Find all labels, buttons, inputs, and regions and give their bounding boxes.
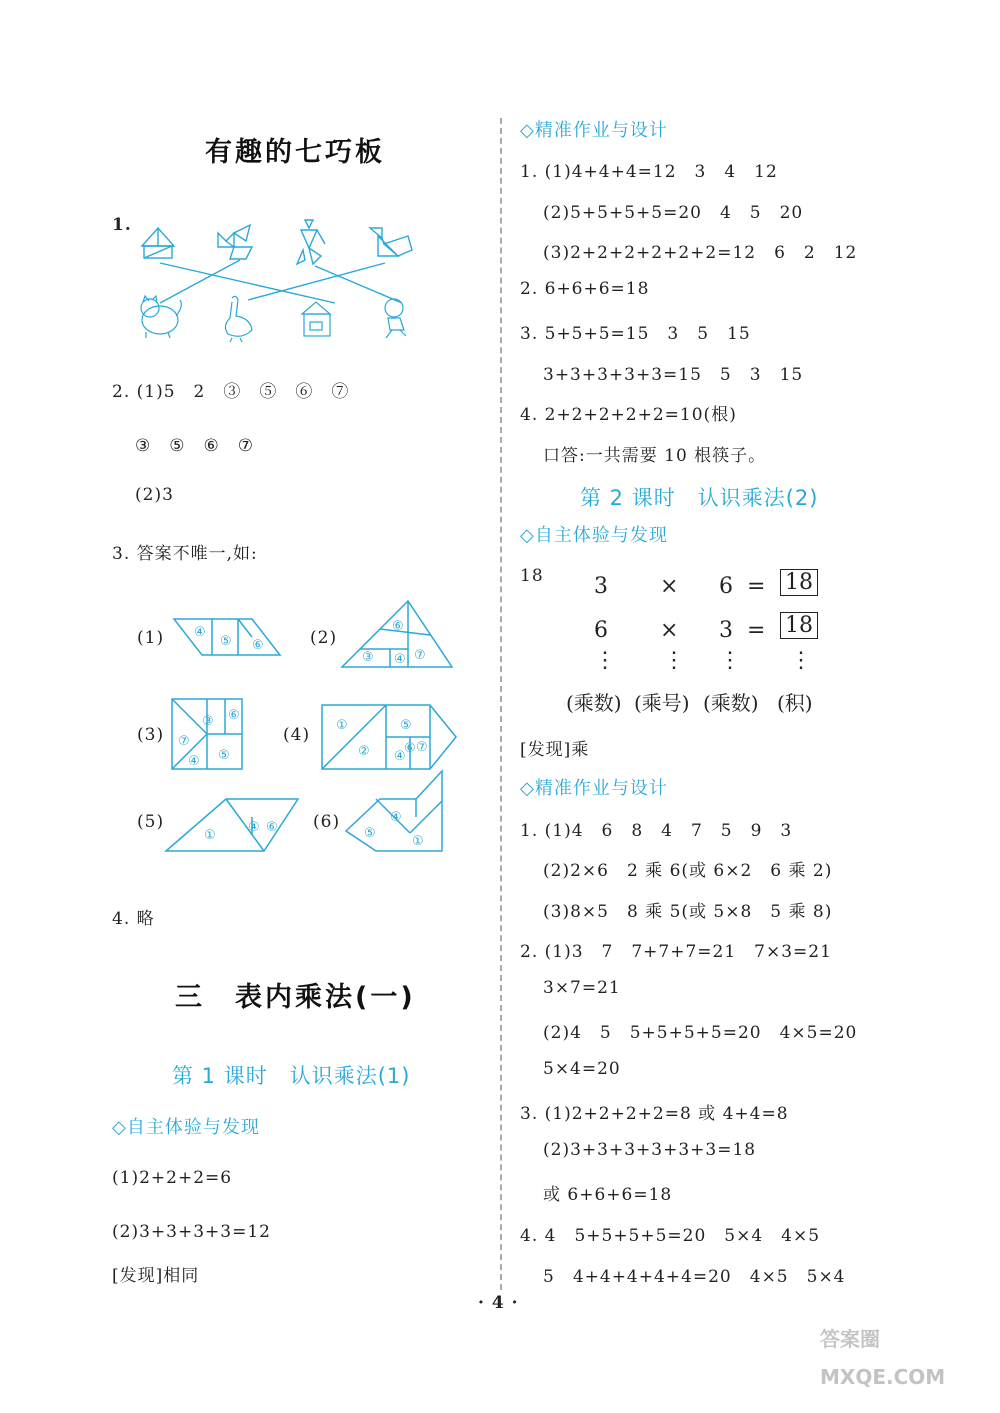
svg-text:⑦: ⑦ (416, 740, 428, 755)
svg-text:⑥: ⑥ (228, 708, 240, 723)
hw1-line: 2. 6+6+6=18 (520, 279, 650, 299)
svg-text:④: ④ (390, 810, 402, 825)
mul-equals: = (747, 618, 766, 643)
mul-sign: × (660, 574, 679, 599)
hw2-line: 4. 4 5+5+5+5=20 5×4 4×5 (520, 1226, 821, 1246)
section-homework-2: ◇精准作业与设计 (520, 778, 668, 799)
lesson-1-title: 第 1 课时 认识乘法(1) (172, 1064, 411, 1088)
boy-picture (385, 299, 406, 338)
watermark-logo: 答案圈 MXQE.COM (820, 1327, 946, 1389)
hw2-line: 2. (1)3 7 7+7+7=21 7×3=21 (520, 942, 832, 962)
svg-text:①: ① (412, 834, 424, 849)
q2-line1: 2. (1)5 2 ③ ⑤ ⑥ ⑦ (112, 382, 350, 402)
tangram-figures (160, 595, 470, 865)
mul-label-sign: (乘号) (634, 691, 690, 715)
hw2-line: 3. (1)2+2+2+2=8 或 4+4=8 (520, 1104, 789, 1124)
hw2-line: 5 4+4+4+4+4=20 4×5 5×4 (543, 1267, 846, 1287)
hw1-line: 3+3+3+3+3=15 5 3 15 (543, 365, 804, 385)
hw2-line: 1. (1)4 6 8 4 7 5 9 3 (520, 821, 793, 841)
q2-line3: (2)3 (135, 485, 174, 505)
explore-1-line2: (2)3+3+3+3=12 (112, 1222, 271, 1242)
svg-text:③: ③ (202, 714, 214, 729)
mul-label-factor: (乘数) (566, 691, 622, 715)
hw2-line: 或 6+6+6=18 (543, 1185, 673, 1205)
house-picture (302, 302, 330, 336)
tangram-figure-5 (166, 799, 298, 851)
mul-equals: = (747, 574, 766, 599)
tangram-house-shape (142, 228, 174, 258)
svg-text:④: ④ (194, 625, 206, 640)
fig-label-4: (4) (283, 725, 311, 745)
fig-label-2: (2) (310, 628, 338, 648)
fig-label-5: (5) (137, 812, 165, 832)
page-number: · 4 · (478, 1293, 519, 1313)
mul-dots: ⋮ (594, 648, 616, 673)
explore-1-find: [发现]相同 (112, 1266, 200, 1286)
tangram-matching-figure (130, 218, 430, 348)
svg-text:④: ④ (394, 652, 406, 667)
mul-dots: ⋮ (663, 648, 685, 673)
mul-sign: × (660, 618, 679, 643)
tangram-figure-4 (322, 705, 456, 769)
hw2-line: 3×7=21 (543, 978, 621, 998)
hw1-line: (2)5+5+5+5=20 4 5 20 (543, 203, 804, 223)
hw1-line: (3)2+2+2+2+2+2=12 6 2 12 (543, 243, 858, 263)
lesson-2-title: 第 2 课时 认识乘法(2) (580, 486, 819, 510)
svg-text:④: ④ (188, 754, 200, 769)
section-explore-2: ◇自主体验与发现 (520, 525, 668, 546)
hw1-line: 3. 5+5+5=15 3 5 15 (520, 324, 751, 344)
svg-text:⑤: ⑤ (220, 634, 232, 649)
section-explore-1: ◇自主体验与发现 (112, 1117, 260, 1138)
svg-text:②: ② (358, 744, 370, 759)
mul-label-product: (积) (777, 691, 813, 715)
mul-factor-a: 6 (594, 618, 608, 643)
fig-label-3: (3) (137, 725, 165, 745)
svg-text:①: ① (204, 828, 216, 843)
explore-1-line1: (1)2+2+2=6 (112, 1168, 233, 1188)
svg-text:⑥: ⑥ (266, 820, 278, 835)
hw1-line: 4. 2+2+2+2+2=10(根) (520, 405, 737, 425)
q1-number: 1. (112, 215, 132, 235)
mul-product-box: 18 (780, 569, 818, 596)
hw1-line: 口答:一共需要 10 根筷子。 (543, 446, 767, 466)
q2-line2: ③ ⑤ ⑥ ⑦ (135, 436, 254, 456)
hw2-line: 5×4=20 (543, 1059, 621, 1079)
svg-text:⑥: ⑥ (392, 619, 404, 634)
hw1-line: 1. (1)4+4+4=12 3 4 12 (520, 162, 778, 182)
hw2-line: (2)3+3+3+3+3+3=18 (543, 1140, 757, 1160)
explore-2-number: 18 (520, 566, 544, 586)
section-title: 有趣的七巧板 (205, 137, 385, 168)
chapter-title: 三 表内乘法(一) (175, 982, 416, 1013)
mul-dots: ⋮ (719, 648, 741, 673)
fig-label-1: (1) (137, 628, 165, 648)
section-homework-1: ◇精准作业与设计 (520, 120, 668, 141)
tangram-runner-shape (297, 220, 325, 264)
svg-text:⑥: ⑥ (252, 638, 264, 653)
q3-text: 3. 答案不唯一,如: (112, 544, 258, 564)
q4-text: 4. 略 (112, 909, 155, 929)
svg-text:⑤: ⑤ (218, 748, 230, 763)
fig-label-6: (6) (313, 812, 341, 832)
tangram-bird-shape (370, 228, 412, 256)
svg-text:①: ① (336, 718, 348, 733)
svg-text:④: ④ (394, 749, 406, 764)
svg-text:③: ③ (362, 650, 374, 665)
hw2-line: (2)4 5 5+5+5+5=20 4×5=20 (543, 1023, 858, 1043)
mul-factor-b: 6 (719, 574, 733, 599)
svg-text:⑦: ⑦ (414, 648, 426, 663)
mul-label-factor: (乘数) (703, 691, 759, 715)
tangram-cat-shape (218, 225, 252, 259)
svg-text:⑦: ⑦ (178, 734, 190, 749)
mul-dots: ⋮ (790, 648, 812, 673)
svg-text:⑥: ⑥ (404, 741, 416, 756)
svg-text:⑤: ⑤ (400, 718, 412, 733)
explore-2-find: [发现]乘 (520, 740, 590, 760)
mul-product-box: 18 (780, 612, 818, 639)
hw2-line: (3)8×5 8 乘 5(或 5×8 5 乘 8) (543, 902, 833, 922)
mul-factor-a: 3 (594, 574, 608, 599)
mul-factor-b: 3 (719, 618, 733, 643)
column-divider (500, 118, 502, 1290)
hw2-line: (2)2×6 2 乘 6(或 6×2 6 乘 2) (543, 861, 833, 881)
goose-picture (225, 296, 252, 342)
svg-text:⑤: ⑤ (364, 826, 376, 841)
svg-text:④: ④ (248, 820, 260, 835)
